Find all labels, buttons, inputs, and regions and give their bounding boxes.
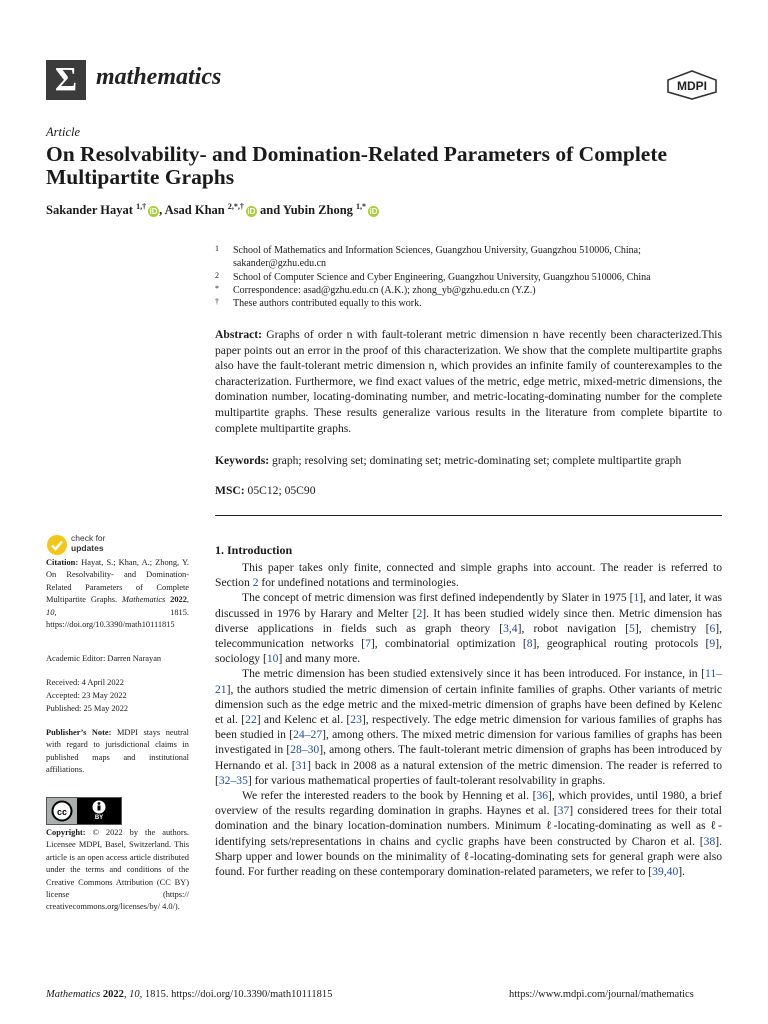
publisher-note-text: MDPI stays neutral with regard to jurisdictional claims in published maps and institutional affiliations. <box>46 728 189 775</box>
paragraph-text: for undefined notations and terminologies. <box>258 576 459 590</box>
author-separator: , <box>159 203 165 218</box>
mdpi-logo <box>666 70 718 100</box>
orcid-icon[interactable]: iD <box>369 206 378 216</box>
svg-text:cc: cc <box>56 807 68 817</box>
citation-link[interactable]: 39,40 <box>652 865 679 879</box>
footer-volume: 10 <box>129 989 140 1000</box>
published-date: Published: 25 May 2022 <box>46 704 129 713</box>
affiliation-text: School of Computer Science and Cyber Engineering, Guangzhou University, Guangzhou 510006, China <box>233 272 651 283</box>
paragraph-text: ]. Sharp upper and lower bounds on the minimality of ℓ-locating-dominating sets for general graph were also found. For further reading on these contemporary domination-related parameters, we refer to [ <box>215 834 722 879</box>
footer-doi[interactable]: , 1815. https://doi.org/10.3390/math10111815 <box>139 989 333 1000</box>
citation-link[interactable]: 7 <box>365 637 371 651</box>
author-name: Yubin Zhong <box>282 203 357 218</box>
citation-link[interactable]: 28–30 <box>290 743 320 757</box>
paragraph-text: The metric dimension has been studied extensively since it has been introduced. For instance, in [ <box>242 667 706 681</box>
article-type: Article <box>46 125 81 139</box>
author-name: Asad Khan <box>164 203 228 218</box>
journal-logo <box>46 60 86 100</box>
paragraph-text: ], sociology [ <box>215 637 722 666</box>
copyright <box>46 827 189 914</box>
citation-text: Hayat, S.; Khan, A.; Zhong, Y. On Resolvability- and Domination-Related Parameters of Complete Multipartite Graphs. <box>46 558 190 605</box>
paragraph <box>215 590 722 666</box>
copyright-text: © 2022 by the authors. Licensee MDPI, Basel, Switzerland. This article is an open access article distributed under the terms and conditions of the Creative Commons Attribution (CC BY) license (https:// creativecommons.org/licenses/by/ 4.0/). <box>46 828 190 912</box>
paragraph-text: ], geographical routing protocols [ <box>532 637 710 651</box>
citation-link[interactable]: 37 <box>557 804 570 818</box>
citation-link[interactable]: 32–35 <box>218 773 248 787</box>
citation-link[interactable]: 9 <box>709 637 716 651</box>
abstract-label: Abstract: <box>215 328 263 341</box>
citation-link[interactable]: 38 <box>703 834 716 848</box>
copyright-label: Copyright: <box>46 828 86 837</box>
citation-volume: 10 <box>46 607 55 617</box>
citation-link[interactable]: 2 <box>416 606 423 620</box>
cc-by-license-badge[interactable] <box>46 797 122 825</box>
citation-link[interactable]: 3,4 <box>503 621 518 635</box>
equal-contribution-note <box>215 298 735 311</box>
check-line2: updates <box>71 543 104 553</box>
check-for-updates-badge[interactable] <box>46 533 156 557</box>
section-body <box>215 560 722 879</box>
paragraph-text: ] and Kelenc et al. [ <box>256 713 351 727</box>
paragraph-text: ], chemistry [ <box>634 621 710 635</box>
citation-link[interactable]: 11–21 <box>215 667 722 696</box>
abstract <box>215 327 722 436</box>
footer-journal: Mathematics <box>46 989 101 1000</box>
paragraph-text: ], among others. The fault-tolerant metric dimension of graphs has been introduced by Hernando et al. [ <box>215 743 723 772</box>
paragraph-text: This paper takes only finite, connected and simple graphs into account. The reader is referred to Section <box>215 561 722 590</box>
citation-link[interactable]: 1 <box>633 591 640 605</box>
msc-text: 05C12; 05C90 <box>247 484 316 497</box>
mdpi-logo-text: MDPI <box>677 79 707 93</box>
publisher-note <box>46 727 189 777</box>
citation-link[interactable]: 31 <box>295 758 308 772</box>
divider <box>215 515 722 516</box>
footer-citation: Mathematics 2022, 10, 1815. https://doi.org/10.3390/math10111815 <box>46 989 333 1000</box>
keywords-text: graph; resolving set; dominating set; metric-dominating set; complete multipartite graph <box>272 454 682 467</box>
paper-title: On Resolvability- and Domination-Related Parameters of Complete Multipartite Graphs <box>46 142 668 189</box>
author-name: Sakander Hayat <box>46 203 137 218</box>
citation-journal: Mathematics <box>122 595 166 605</box>
orcid-icon[interactable]: iD <box>149 206 158 216</box>
check-updates-icon <box>46 534 68 556</box>
author-list <box>46 202 379 218</box>
orcid-icon[interactable]: iD <box>247 206 256 216</box>
affiliation-mark: 1 <box>215 244 219 253</box>
author-affiliation-mark: 2,*,† <box>227 202 244 211</box>
paragraph-text: The concept of metric dimension was first defined independently by Slater in 1975 [ <box>242 591 634 605</box>
accepted-date: Accepted: 23 May 2022 <box>46 691 127 700</box>
received-date: Received: 4 April 2022 <box>46 678 124 687</box>
affiliation-1 <box>215 245 735 271</box>
paragraph-text: ], telecommunication networks [ <box>215 621 723 651</box>
paragraph-text: ] considered trees for their total domination and the binary location-domination numbers. Minimum ℓ-locating-dominating as well as ℓ-identifying sets/representations in chains and cyclic graphs have been constructed by Charon et al. [ <box>215 804 722 848</box>
journal-name: mathematics <box>96 64 222 90</box>
check-line1: check for <box>71 533 106 543</box>
footer-url[interactable]: https://www.mdpi.com/journal/mathematics <box>509 989 694 1000</box>
abstract-text: Graphs of order n with fault-tolerant metric dimension n have recently been characterized.This paper points out an error in the proof of this characterization. We show that the complete multipartite graphs also have the fault-tolerant metric dimension n, which provides an infinite family of counterexamples to the characterization. Furthermore, we find exact values of the metric, edge metric, mixed-metric dimensions, the domination number, locating-dominating number, and metric-locating-dominating number for the complete multipartite graphs. These results generalize various results in the literature from complete bipartite to complete multipartite graphs. <box>215 328 722 435</box>
citation-doi[interactable]: , 1815. https://doi.org/10.3390/math10111815 <box>46 607 189 630</box>
paragraph-text: ] back in 2008 as a natural extension of the metric dimension. The reader is referred to [ <box>215 758 722 787</box>
academic-editor: Academic Editor: Darren Narayan <box>46 654 162 663</box>
attribution-icon <box>91 799 107 815</box>
citation-link[interactable]: 8 <box>526 637 533 651</box>
paragraph-text: ], respectively. The edge metric dimension for various families of graphs has been studied in [ <box>215 713 723 742</box>
correspondence <box>215 285 735 298</box>
paragraph-text: We refer the interested readers to the book by Henning et al. [ <box>242 789 537 803</box>
affiliation-mark: 2 <box>215 271 219 280</box>
citation-link[interactable]: 2 <box>252 576 259 590</box>
citation-link[interactable]: 5 <box>629 621 635 635</box>
citation-label: Citation: <box>46 558 79 567</box>
paragraph-text: ]. <box>678 865 686 879</box>
keywords-label: Keywords: <box>215 454 270 467</box>
paragraph-text: ], combinatorial optimization [ <box>370 637 527 651</box>
keywords <box>215 453 722 469</box>
paragraph-text: ] and many more. <box>278 652 361 666</box>
citation-link[interactable]: 24–27 <box>293 728 323 742</box>
citation-link[interactable]: 36 <box>536 789 549 803</box>
affiliation-text: These authors contributed equally to this work. <box>233 298 422 309</box>
paragraph-text: ], robot navigation [ <box>517 621 630 635</box>
affiliation-mark: † <box>215 297 219 306</box>
msc-codes <box>215 484 316 497</box>
msc-label: MSC: <box>215 484 245 497</box>
citation: Citation: Hayat, S.; Khan, A.; Zhong, Y. On Resolvability- and Domination-Related Parameters of Complete Multipartite Graphs. Mathematics 2022, 10, 1815. https://doi.org/10.3390/math10111815 <box>46 558 190 630</box>
author-affiliation-mark: 1,† <box>136 202 147 211</box>
paragraph-text: ], and later, it was discussed in 1976 by Harary and Melter [ <box>215 591 722 620</box>
footer-year: 2022 <box>102 989 124 1000</box>
affiliation-mark: * <box>215 284 219 293</box>
sigma-icon: Σ <box>54 61 78 98</box>
paragraph-text: ], among others. The mixed metric dimension for various families of graphs has been investigated in [ <box>215 728 723 757</box>
citation-link[interactable]: 22 <box>245 713 257 727</box>
citation-link[interactable]: 6 <box>709 621 716 635</box>
cc-by-label: BY <box>94 815 104 821</box>
paragraph <box>215 560 722 590</box>
publisher-note-label: Publisher’s Note: <box>46 728 112 737</box>
author-separator: and <box>256 203 283 218</box>
section-title: 1. Introduction <box>215 543 293 557</box>
affiliation-text: Correspondence: asad@gzhu.edu.cn (A.K.); zhong_yb@gzhu.edu.cn (Y.Z.) <box>233 285 536 296</box>
affiliation-text: School of Mathematics and Information Sciences, Guangzhou University, Guangzhou 510006, China; sakander@gzhu.edu.cn <box>233 245 641 269</box>
paragraph <box>215 788 722 879</box>
paragraph <box>215 666 722 788</box>
paragraph-text: ] for various mathematical properties of fault-tolerant resolvability in graphs. <box>247 773 606 787</box>
paragraph-text: ], the authors studied the metric dimension of certain infinite families of graphs. Other variants of metric dimension such as the edge metric and the mixed-metric dimension of graphs have been defined by Kelenc et al. [ <box>215 682 722 727</box>
citation-link[interactable]: 10 <box>266 652 279 666</box>
author-affiliation-mark: 1,* <box>356 202 367 211</box>
affiliation-2 <box>215 272 735 285</box>
paragraph-text: ], which provides, until 1980, a brief overview of the results regarding domination in graphs. Haynes et al. [ <box>215 789 723 818</box>
cc-icon <box>51 800 73 822</box>
paragraph-text: ]. It has been studied widely since then. Metric dimension has diverse applications in fields such as graph theory [ <box>215 606 722 635</box>
citation-link[interactable]: 23 <box>350 713 362 727</box>
citation-year: 2022 <box>170 595 187 605</box>
